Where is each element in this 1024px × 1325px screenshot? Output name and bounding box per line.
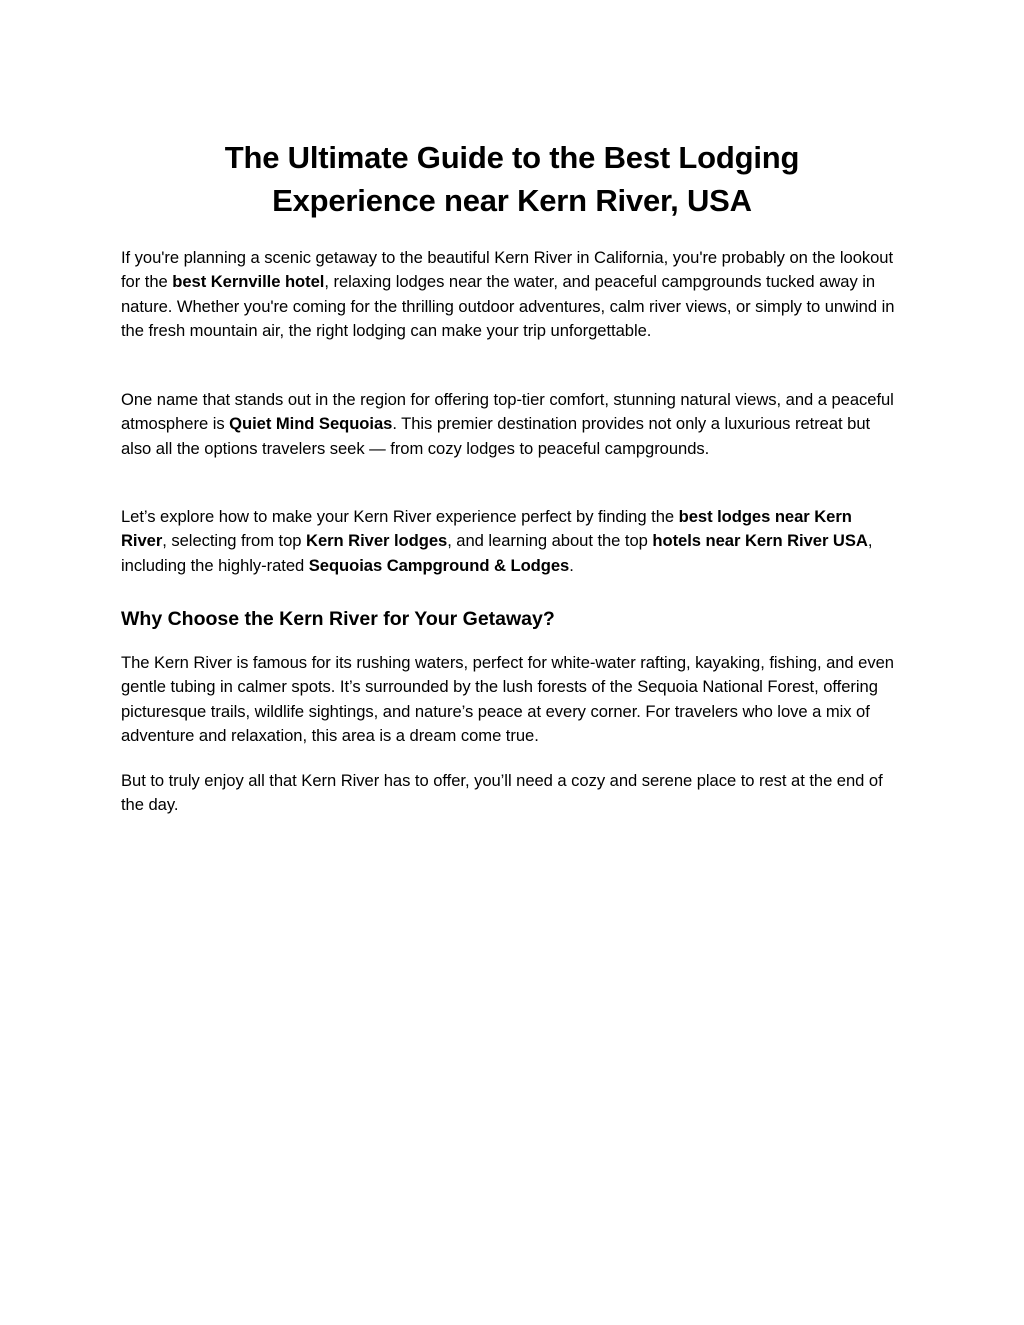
intro-bold-keyword: best Kernville hotel: [172, 272, 325, 292]
intro-text-1: If you're planning a scenic getaway to the beautiful Kern River in California, you're probably on the lookout for the: [121, 248, 894, 292]
why-paragraph: The Kern River is famous for its rushing waters, perfect for white-water rafting, kayaking, fishing, and even gentle tubing in calmer spots. It’s surrounded by the lush forests of the Sequoia National Forest, offering picturesque trails, wildlife sightings, and nature’s peace at every corner. For travelers who love a mix of adventure and relaxation, this area is a dream come true.: [121, 653, 894, 745]
standout-paragraph: [121, 388, 897, 461]
standout-text-1: One name that stands out in the region for offering top-tier comfort, stunning natural views, and a peaceful atmosphere is: [121, 390, 894, 434]
intro-text-2: , relaxing lodges near the water, and peaceful campgrounds tucked away in nature. Whether you're coming for the thrilling outdoor adventures, calm river views, or simply to unwind in the fresh mountain air, the right lodging can make your trip unforgettable.: [121, 272, 895, 340]
explore-bold-2: Kern River lodges: [306, 531, 448, 551]
title-line-2: Experience near Kern River, USA: [272, 183, 752, 218]
explore-bold-4: Sequoias Campground & Lodges: [308, 555, 570, 575]
explore-text-2: , selecting from top: [162, 531, 307, 551]
title-line-1: The Ultimate Guide to the Best Lodging: [224, 140, 800, 175]
explore-bold-1: best lodges near Kern River: [121, 507, 852, 551]
standout-text-2: . This premier destination provides not only a luxurious retreat but also all the options travelers seek — from cozy lodges to peaceful campgrounds.: [121, 414, 871, 458]
section-heading: Why Choose the Kern River for Your Getaway?: [121, 608, 555, 630]
explore-text-1: Let’s explore how to make your Kern River experience perfect by finding the: [121, 507, 679, 526]
closing-paragraph: But to truly enjoy all that Kern River has to offer, you’ll need a cozy and serene place to rest at the end of the day.: [121, 771, 883, 815]
intro-paragraph: [121, 246, 897, 343]
explore-bold-3: hotels near Kern River USA: [652, 531, 868, 551]
explore-text-3: , and learning about the top: [447, 531, 653, 551]
document-title: [160, 136, 864, 222]
explore-text-5: .: [569, 555, 574, 575]
explore-text-4: , including the highly-rated: [121, 531, 873, 575]
explore-paragraph: [121, 505, 897, 578]
standout-bold-brand: Quiet Mind Sequoias: [229, 414, 393, 434]
